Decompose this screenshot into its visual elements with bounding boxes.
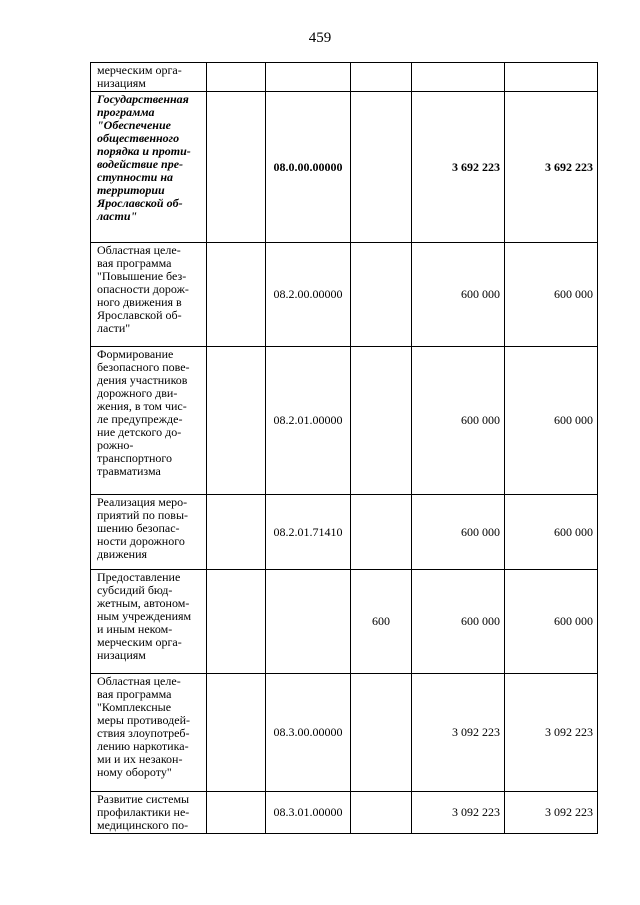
item-name-line: медицинского по- <box>97 818 189 832</box>
program-code-cell <box>266 570 351 674</box>
item-name-line: ствия злоупотреб- <box>97 726 190 740</box>
item-name-line: движения <box>97 547 148 561</box>
empty-cell <box>207 347 266 495</box>
item-name-line: ному обороту" <box>97 765 172 779</box>
item-name-line: ласти" <box>97 321 131 335</box>
empty-cell <box>207 63 266 92</box>
item-name-line: Реализация меро- <box>97 495 188 509</box>
amount-year1-cell: 3 092 223 <box>412 674 505 792</box>
item-name-cell <box>91 92 207 243</box>
item-name-line: Развитие системы <box>97 792 190 806</box>
program-code-cell <box>266 63 351 92</box>
empty-cell <box>207 570 266 674</box>
item-name-line: "Обеспечение <box>97 118 171 132</box>
amount-year1-cell: 600 000 <box>412 347 505 495</box>
amount-year2-cell: 3 092 223 <box>505 674 598 792</box>
item-name-line: приятий по повы- <box>97 508 189 522</box>
empty-cell <box>207 495 266 570</box>
item-name-line: ние детского до- <box>97 425 182 439</box>
empty-cell <box>207 674 266 792</box>
item-name-line: рожно- <box>97 438 134 452</box>
item-name-cell <box>91 243 207 347</box>
item-name-line: мерческим орга- <box>97 63 182 77</box>
item-name-line: меры противодей- <box>97 713 190 727</box>
item-name-cell <box>91 570 207 674</box>
expense-type-cell <box>351 792 412 834</box>
item-name-cell <box>91 347 207 495</box>
item-name-line: Государственная <box>97 92 189 106</box>
program-code-cell: 08.2.01.00000 <box>266 347 351 495</box>
item-name-line: травматизма <box>97 464 161 478</box>
table-row <box>91 792 598 834</box>
item-name-line: безопасного пове- <box>97 360 190 374</box>
expense-type-cell <box>351 243 412 347</box>
amount-year1-cell: 600 000 <box>412 570 505 674</box>
item-name-line: вая программа <box>97 687 172 701</box>
empty-cell <box>207 92 266 243</box>
item-name-line: субсидий бюд- <box>97 583 173 597</box>
item-name-line: низациям <box>97 648 146 662</box>
item-name-line: ного движения в <box>97 295 182 309</box>
item-name-cell <box>91 674 207 792</box>
item-name-line: опасности дорож- <box>97 282 189 296</box>
table-row <box>91 674 598 792</box>
item-name-line: порядка и проти- <box>97 144 191 158</box>
expense-type-cell: 600 <box>351 570 412 674</box>
item-name-line: жения, в том чис- <box>97 399 187 413</box>
item-name-line: ным учреждениям <box>97 609 192 623</box>
item-name-line: Предоставление <box>97 570 181 584</box>
amount-year2-cell <box>505 63 598 92</box>
item-name-line: профилактики не- <box>97 805 190 819</box>
amount-year2-cell: 3 092 223 <box>505 792 598 834</box>
item-name-line: Областная целе- <box>97 243 181 257</box>
item-name-line: и иным неком- <box>97 622 173 636</box>
item-name-line: Областная целе- <box>97 674 181 688</box>
item-name-line: лению наркотика- <box>97 739 189 753</box>
amount-year2-cell: 600 000 <box>505 243 598 347</box>
page-number: 459 <box>308 30 332 46</box>
item-name-line: дения участников <box>97 373 188 387</box>
amount-year1-cell: 3 092 223 <box>412 792 505 834</box>
amount-year2-cell: 600 000 <box>505 570 598 674</box>
table-row <box>91 92 598 243</box>
amount-year1-cell: 600 000 <box>412 243 505 347</box>
item-name-line: ности дорожного <box>97 534 185 548</box>
table-row <box>91 570 598 674</box>
item-name-line: мерческим орга- <box>97 635 182 649</box>
amount-year2-cell: 600 000 <box>505 495 598 570</box>
item-name-line: "Повышение без- <box>97 269 187 283</box>
program-code-cell: 08.2.00.00000 <box>266 243 351 347</box>
table-row <box>91 347 598 495</box>
item-name-line: водействие пре- <box>97 157 184 171</box>
program-code-cell: 08.3.01.00000 <box>266 792 351 834</box>
item-name-line: территории <box>97 183 165 197</box>
budget-table <box>90 62 598 834</box>
program-code-cell: 08.3.00.00000 <box>266 674 351 792</box>
item-name-line: низациям <box>97 76 146 90</box>
expense-type-cell <box>351 63 412 92</box>
program-code-cell: 08.0.00.00000 <box>266 92 351 243</box>
item-name-cell <box>91 63 207 92</box>
program-code-cell: 08.2.01.71410 <box>266 495 351 570</box>
item-name-line: ми и их незакон- <box>97 752 183 766</box>
item-name-line: программа <box>97 105 155 119</box>
expense-type-cell <box>351 674 412 792</box>
item-name-line: Ярославской об- <box>97 196 183 210</box>
item-name-line: шению безопас- <box>97 521 180 535</box>
amount-year2-cell: 3 692 223 <box>505 92 598 243</box>
table-row <box>91 63 598 92</box>
item-name-line: "Комплексные <box>97 700 172 714</box>
amount-year1-cell <box>412 63 505 92</box>
item-name-line: ступности на <box>97 170 174 184</box>
empty-cell <box>207 243 266 347</box>
empty-cell <box>207 792 266 834</box>
item-name-cell <box>91 792 207 834</box>
item-name-line: общественного <box>97 131 180 145</box>
item-name-line: жетным, автоном- <box>97 596 190 610</box>
item-name-line: вая программа <box>97 256 172 270</box>
amount-year1-cell: 3 692 223 <box>412 92 505 243</box>
item-name-line: дорожного дви- <box>97 386 178 400</box>
item-name-line: ле предупрежде- <box>97 412 183 426</box>
expense-type-cell <box>351 347 412 495</box>
item-name-line: ласти" <box>97 209 138 223</box>
amount-year2-cell: 600 000 <box>505 347 598 495</box>
expense-type-cell <box>351 92 412 243</box>
item-name-line: Формирование <box>97 347 174 361</box>
expense-type-cell <box>351 495 412 570</box>
item-name-line: Ярославской об- <box>97 308 182 322</box>
table-row <box>91 495 598 570</box>
item-name-line: транспортного <box>97 451 173 465</box>
table-row <box>91 243 598 347</box>
amount-year1-cell: 600 000 <box>412 495 505 570</box>
item-name-cell <box>91 495 207 570</box>
